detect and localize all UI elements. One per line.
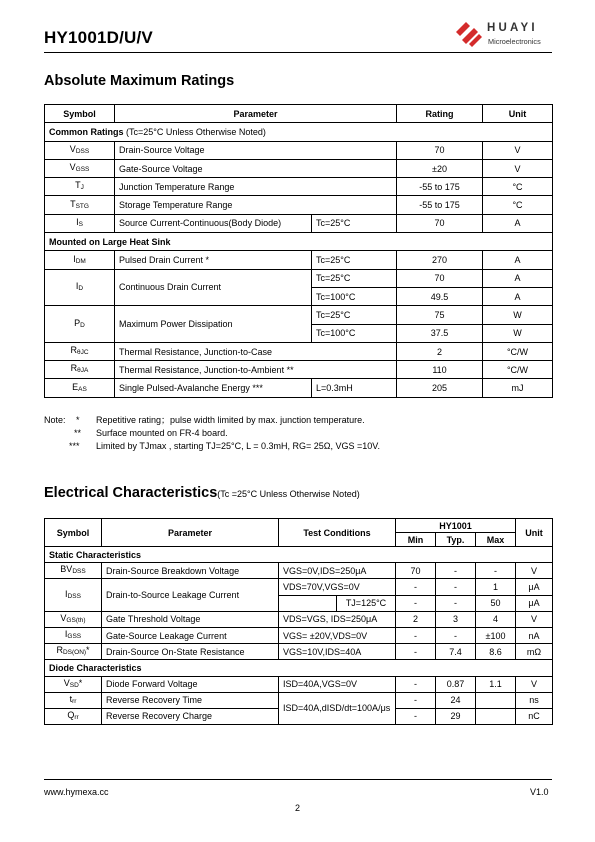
- logo-name: HUAYI: [487, 22, 538, 34]
- col-typ: Typ.: [436, 533, 476, 547]
- huayi-logo-icon: [452, 18, 484, 48]
- group-diode: Diode Characteristics: [45, 660, 553, 676]
- max: ±100: [476, 627, 516, 643]
- website-link[interactable]: www.hymexa.cc: [44, 787, 109, 797]
- condition: ISD=40A,dISD/dt=100A/μs: [279, 692, 396, 724]
- max: 1: [476, 579, 516, 595]
- symbol: $E_{AS}$: [45, 379, 115, 397]
- table-row: [45, 342, 553, 360]
- version-label: V1.0: [530, 787, 549, 797]
- rating: 270: [397, 251, 483, 269]
- parameter: Source Current-Continuous(Body Diode): [115, 214, 312, 232]
- rating: 110: [397, 361, 483, 379]
- table-row: [45, 579, 553, 595]
- min: -: [396, 676, 436, 692]
- symbol: $I_{DM}$: [45, 251, 115, 269]
- unit: V: [516, 676, 553, 692]
- unit: A: [483, 287, 553, 305]
- parameter: Pulsed Drain Current *: [115, 251, 312, 269]
- note-mark: **: [74, 428, 82, 438]
- unit: W: [483, 306, 553, 324]
- min: -: [396, 692, 436, 708]
- table-row: [45, 178, 553, 196]
- unit: W: [483, 324, 553, 342]
- typ: 24: [436, 692, 476, 708]
- symbol: $Q_{rr}$: [45, 708, 102, 724]
- unit: nA: [516, 627, 553, 643]
- symbol: $I_{DSS}$: [45, 579, 102, 611]
- max: -: [476, 563, 516, 579]
- rating: -55 to 175: [397, 178, 483, 196]
- col-rating: Rating: [397, 105, 483, 123]
- min: -: [396, 627, 436, 643]
- table-row: [45, 306, 553, 324]
- parameter: Drain-Source Voltage: [115, 141, 397, 159]
- rating: 70: [397, 141, 483, 159]
- min: 70: [396, 563, 436, 579]
- symbol: $R_{\theta JA}$: [45, 361, 115, 379]
- parameter: Storage Temperature Range: [115, 196, 397, 214]
- table-row: [45, 159, 553, 177]
- typ: -: [436, 627, 476, 643]
- electrical-characteristics-table: [44, 518, 553, 725]
- group-static: Static Characteristics: [45, 547, 553, 563]
- symbol: $V_{GSS}$: [45, 159, 115, 177]
- parameter: Maximum Power Dissipation: [115, 306, 312, 343]
- symbol: $T_J$: [45, 178, 115, 196]
- table-row: [45, 379, 553, 397]
- header-rule: [44, 52, 552, 53]
- table-row: [45, 269, 553, 287]
- col-test-conditions: Test Conditions: [279, 519, 396, 547]
- col-parameter: Parameter: [115, 105, 397, 123]
- parameter: Gate-Source Voltage: [115, 159, 397, 177]
- document-title: HY1001D/U/V: [44, 28, 153, 47]
- unit: V: [483, 159, 553, 177]
- col-unit: Unit: [516, 519, 553, 547]
- amr-title: Absolute Maximum Ratings: [44, 73, 235, 89]
- symbol: $V_{SD}*$: [45, 676, 102, 692]
- parameter: Thermal Resistance, Junction-to-Ambient **: [115, 361, 397, 379]
- symbol: $R_{\theta JC}$: [45, 342, 115, 360]
- col-part-number: HY1001: [396, 519, 516, 533]
- symbol: $BV_{DSS}$: [45, 563, 102, 579]
- parameter: Thermal Resistance, Junction-to-Case: [115, 342, 397, 360]
- table-row: [45, 214, 553, 232]
- parameter: Gate Threshold Voltage: [102, 611, 279, 627]
- group-heat-sink: Mounted on Large Heat Sink: [45, 233, 553, 251]
- typ: 0.87: [436, 676, 476, 692]
- page-number: 2: [294, 803, 300, 813]
- table-row: [45, 692, 553, 708]
- max: [476, 692, 516, 708]
- table-row: [45, 611, 553, 627]
- symbol: $I_{GSS}$: [45, 627, 102, 643]
- unit: °C: [483, 196, 553, 214]
- min: 2: [396, 611, 436, 627]
- table-row: [45, 627, 553, 643]
- condition: Tc=25°C: [312, 306, 397, 324]
- table-header-row: [45, 105, 553, 123]
- col-min: Min: [396, 533, 436, 547]
- min: -: [396, 644, 436, 660]
- table-header-row: [45, 519, 553, 533]
- parameter: Diode Forward Voltage: [102, 676, 279, 692]
- parameter: Reverse Recovery Time: [102, 692, 279, 708]
- parameter: Drain-to-Source Leakage Current: [102, 579, 279, 611]
- symbol: $t_{rr}$: [45, 692, 102, 708]
- max: 50: [476, 595, 516, 611]
- group-common-note: (Tc=25°C Unless Otherwise Noted): [123, 126, 266, 137]
- rating: 75: [397, 306, 483, 324]
- condition: TJ=125°C: [337, 595, 396, 611]
- symbol: $V_{GS(th)}$: [45, 611, 102, 627]
- min: -: [396, 595, 436, 611]
- max: [476, 708, 516, 724]
- condition: VDS=70V,VGS=0V: [279, 579, 396, 595]
- col-max: Max: [476, 533, 516, 547]
- table-row: [45, 563, 553, 579]
- symbol: $T_{STG}$: [45, 196, 115, 214]
- max: 1.1: [476, 676, 516, 692]
- parameter: Junction Temperature Range: [115, 178, 397, 196]
- unit: A: [483, 251, 553, 269]
- unit: nC: [516, 708, 553, 724]
- symbol: $R_{DS(ON)}*$: [45, 644, 102, 660]
- unit: V: [516, 611, 553, 627]
- symbol: $P_D$: [45, 306, 115, 343]
- unit: ns: [516, 692, 553, 708]
- group-row: [45, 123, 553, 141]
- max: 4: [476, 611, 516, 627]
- condition: Tc=25°C: [312, 269, 397, 287]
- rating: 49.5: [397, 287, 483, 305]
- group-row: [45, 660, 553, 676]
- condition: Tc=100°C: [312, 324, 397, 342]
- unit: °C/W: [483, 361, 553, 379]
- table-row: [45, 251, 553, 269]
- condition: Tc=100°C: [312, 287, 397, 305]
- symbol: $I_S$: [45, 214, 115, 232]
- condition: VDS=VGS, IDS=250μA: [279, 611, 396, 627]
- note-mark: ***: [69, 441, 80, 451]
- unit: μA: [516, 579, 553, 595]
- unit: °C/W: [483, 342, 553, 360]
- col-symbol: Symbol: [45, 105, 115, 123]
- condition: VGS=0V,IDS=250μA: [279, 563, 396, 579]
- table-row: [45, 141, 553, 159]
- note-text: Surface mounted on FR-4 board.: [96, 428, 228, 438]
- logo-subtitle: Microelectronics: [488, 37, 541, 46]
- table-row: [45, 361, 553, 379]
- symbol: $V_{DSS}$: [45, 141, 115, 159]
- max: 8.6: [476, 644, 516, 660]
- company-logo: [452, 18, 556, 50]
- note-mark: *: [76, 415, 80, 425]
- rating: 70: [397, 269, 483, 287]
- condition: VGS= ±20V,VDS=0V: [279, 627, 396, 643]
- unit: V: [483, 141, 553, 159]
- table-row: [45, 676, 553, 692]
- unit: mJ: [483, 379, 553, 397]
- parameter: Gate-Source Leakage Current: [102, 627, 279, 643]
- condition: VGS=10V,IDS=40A: [279, 644, 396, 660]
- unit: μA: [516, 595, 553, 611]
- typ: 29: [436, 708, 476, 724]
- col-symbol: Symbol: [45, 519, 102, 547]
- parameter: Continuous Drain Current: [115, 269, 312, 306]
- note-label: Note:: [44, 415, 66, 425]
- group-row: [45, 233, 553, 251]
- rating: 2: [397, 342, 483, 360]
- symbol: $I_D$: [45, 269, 115, 306]
- group-row: [45, 547, 553, 563]
- table-row: [45, 644, 553, 660]
- unit: V: [516, 563, 553, 579]
- footer-rule: [44, 779, 552, 780]
- note-text: Limited by TJmax , starting TJ=25°C, L = 0.3mH, RG= 25Ω, VGS =10V.: [96, 441, 380, 451]
- rating: -55 to 175: [397, 196, 483, 214]
- condition: Tc=25°C: [312, 251, 397, 269]
- ec-title: Electrical Characteristics(Tc =25°C Unless Otherwise Noted): [44, 485, 360, 501]
- condition: L=0.3mH: [312, 379, 397, 397]
- rating: 70: [397, 214, 483, 232]
- absolute-max-ratings-table: [44, 104, 553, 398]
- notes: [44, 414, 552, 456]
- rating: 205: [397, 379, 483, 397]
- unit: °C: [483, 178, 553, 196]
- col-unit: Unit: [483, 105, 553, 123]
- min: -: [396, 579, 436, 595]
- condition: ISD=40A,VGS=0V: [279, 676, 396, 692]
- rating: ±20: [397, 159, 483, 177]
- note-text: Repetitive rating；pulse width limited by max. junction temperature.: [96, 415, 365, 425]
- typ: 7.4: [436, 644, 476, 660]
- unit: mΩ: [516, 644, 553, 660]
- unit: A: [483, 269, 553, 287]
- typ: 3: [436, 611, 476, 627]
- parameter: Drain-Source Breakdown Voltage: [102, 563, 279, 579]
- typ: -: [436, 579, 476, 595]
- group-common: Common Ratings: [49, 126, 124, 137]
- parameter: Single Pulsed-Avalanche Energy ***: [115, 379, 312, 397]
- ec-title-note: (Tc =25°C Unless Otherwise Noted): [217, 489, 360, 499]
- typ: -: [436, 595, 476, 611]
- min: -: [396, 708, 436, 724]
- condition: Tc=25°C: [312, 214, 397, 232]
- parameter: Reverse Recovery Charge: [102, 708, 279, 724]
- typ: -: [436, 563, 476, 579]
- rating: 37.5: [397, 324, 483, 342]
- unit: A: [483, 214, 553, 232]
- table-row: [45, 196, 553, 214]
- parameter: Drain-Source On-State Resistance: [102, 644, 279, 660]
- col-parameter: Parameter: [102, 519, 279, 547]
